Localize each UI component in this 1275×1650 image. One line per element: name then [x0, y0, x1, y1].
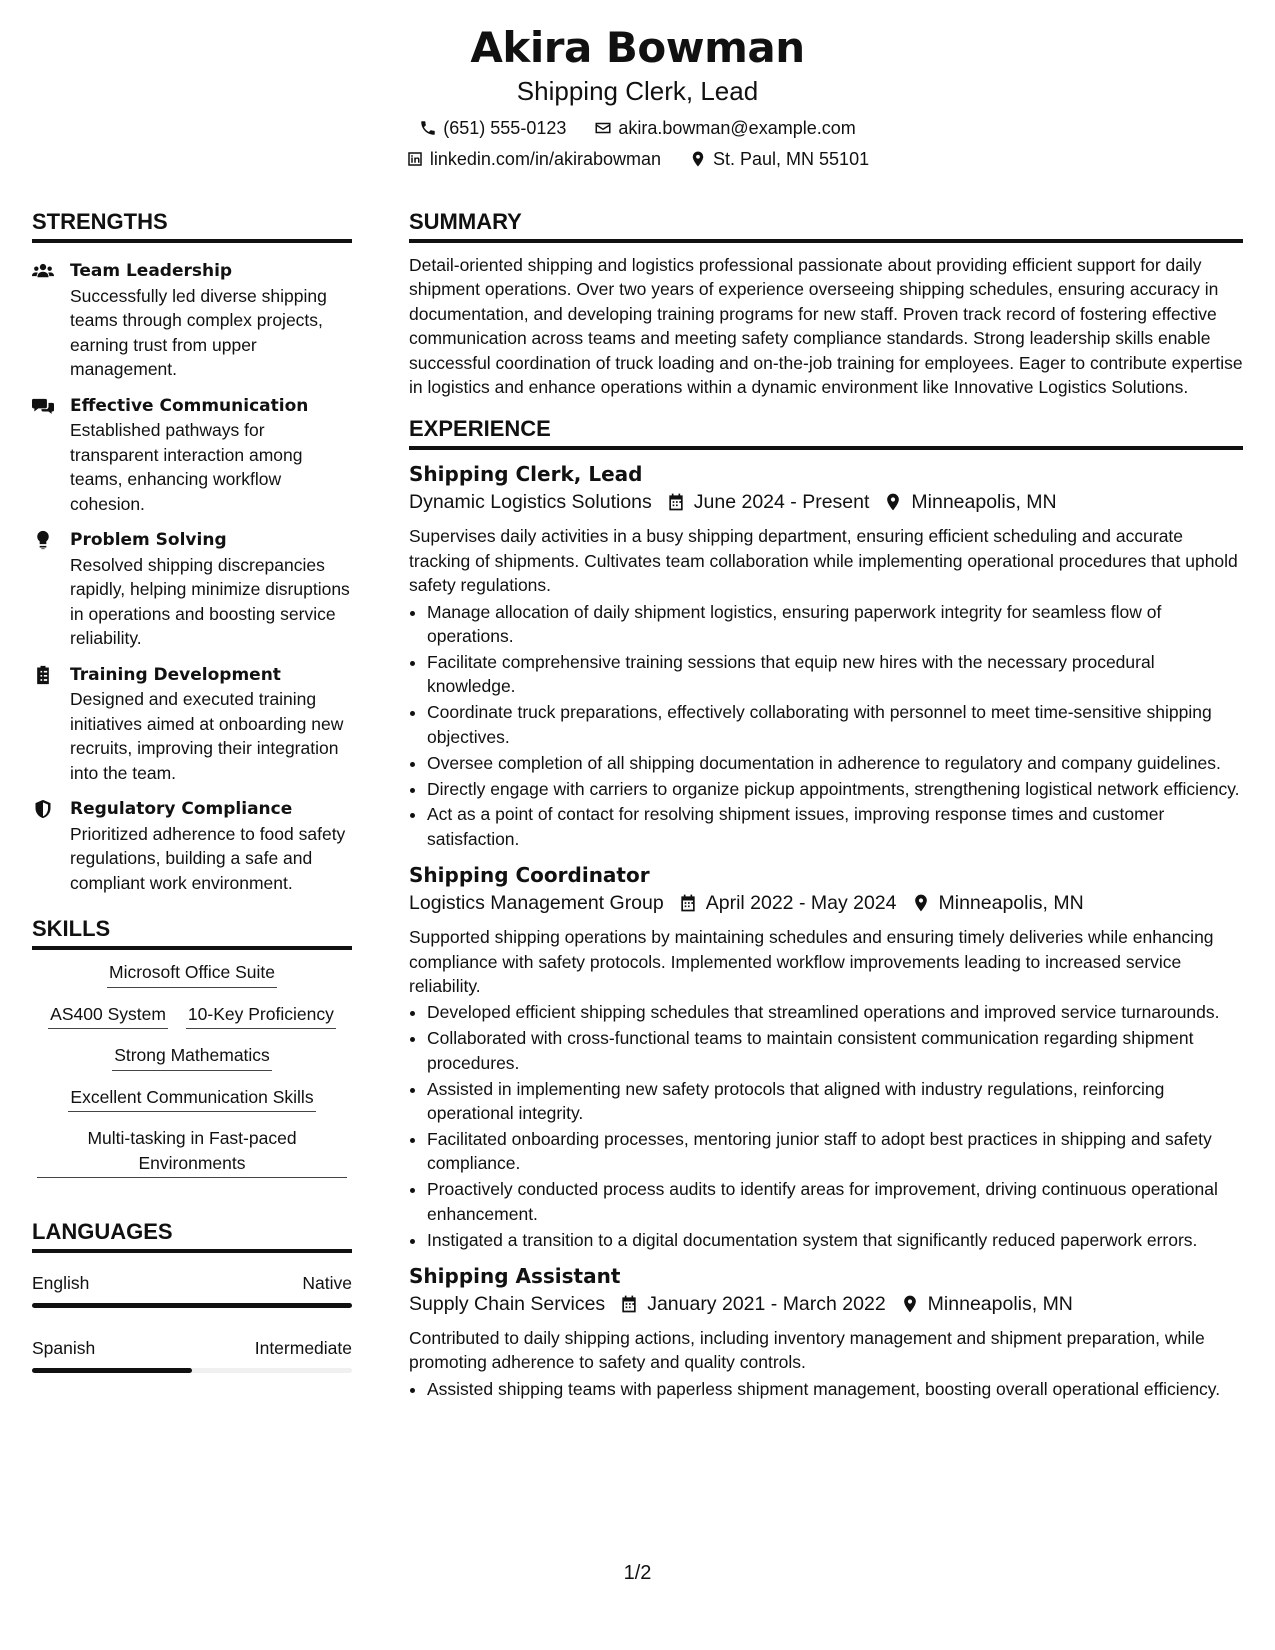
strength-text: Prioritized adherence to food safety regulations, building a safe and compliant work environment. — [70, 823, 346, 893]
job-title: Shipping Coordinator — [409, 863, 650, 888]
job-dates: January 2021 - March 2022 — [647, 1293, 886, 1315]
job-dates: June 2024 - Present — [693, 491, 870, 514]
language-item — [32, 1271, 352, 1308]
job-dates: April 2022 - May 2024 — [705, 892, 897, 915]
shield-icon — [32, 799, 56, 821]
summary-heading: SUMMARY — [409, 208, 1243, 243]
job-description: Supported shipping operations by maintaining schedules and ensuring timely deliveries while enhancing compliance with safety protocols. Implemented workflow improvements leading to increased service reliability. — [409, 927, 1214, 997]
language-proficiency-bar — [32, 1368, 352, 1373]
job-bullet: • Assisted shipping teams with paperless shipment management, boosting overall operational efficiency. — [427, 1377, 1243, 1401]
lightbulb-icon — [32, 530, 56, 552]
linkedin-icon — [406, 150, 424, 168]
job-bullet: • Oversee completion of all shipping documentation in adherence to regulatory and company guidelines. — [427, 751, 1243, 775]
job-bullet: • Collaborated with cross-functional teams to maintain consistent communication regarding shipment procedures. — [427, 1026, 1243, 1075]
job-bullet: • Proactively conducted process audits to identify areas for improvement, driving continuous operational enhancement. — [427, 1177, 1243, 1226]
job-bullet: • Facilitated onboarding processes, mentoring junior staff to adopt best practices in shipping and safety compliance. — [427, 1127, 1243, 1176]
strength-title: Effective Communication — [70, 395, 309, 416]
job-bullets — [409, 1377, 1243, 1401]
phone-contact — [419, 116, 566, 140]
contact-row-2 — [0, 147, 1275, 171]
job-bullet: • Act as a point of contact for resolving shipment issues, improving response times and customer satisfaction. — [427, 802, 1243, 851]
page-number: 1/2 — [623, 1562, 652, 1584]
strengths-heading: STRENGTHS — [32, 208, 352, 243]
location-text: St. Paul, MN 55101 — [713, 149, 870, 169]
job-bullets — [409, 1000, 1243, 1252]
job-location: Minneapolis, MN — [911, 491, 1057, 514]
left-column — [32, 208, 352, 1395]
map-pin-icon — [883, 492, 903, 512]
skills-heading: SKILLS — [32, 915, 352, 950]
job-bullet: • Developed efficient shipping schedules that streamlined operations and improved service turnarounds. — [427, 1000, 1243, 1024]
strength-text: Resolved shipping discrepancies rapidly, helping minimize disruptions in operations and boosting service reliability. — [70, 554, 350, 648]
location-contact — [689, 147, 869, 171]
job-title: Shipping Clerk, Lead — [409, 462, 643, 487]
map-pin-icon — [689, 150, 707, 168]
job-description: Contributed to daily shipping actions, including inventory management and shipment preparation, while promoting adherence to safety and quality controls. — [409, 1328, 1205, 1373]
clipboard-icon — [32, 665, 56, 687]
skills-list — [32, 960, 352, 1178]
job-bullet: • Facilitate comprehensive training sessions that equip new hires with the necessary procedural knowledge. — [427, 650, 1243, 699]
job-bullet: • Coordinate truck preparations, effectively collaborating with personnel to meet time-sensitive shipping objectives. — [427, 700, 1243, 749]
strength-item — [32, 259, 352, 382]
resume-header — [0, 0, 1275, 171]
linkedin-text[interactable]: linkedin.com/in/akirabowman — [429, 149, 661, 169]
strength-item — [32, 663, 352, 786]
job-meta — [409, 1290, 1243, 1318]
strength-item — [32, 797, 352, 895]
language-proficiency-fill — [32, 1368, 192, 1373]
language-item — [32, 1336, 352, 1373]
job-title: Shipping Assistant — [409, 1264, 621, 1288]
skill-tag: 10-Key Proficiency — [186, 1002, 336, 1030]
linkedin-contact[interactable] — [406, 147, 661, 171]
strength-title: Regulatory Compliance — [70, 799, 293, 819]
phone-text: (651) 555-0123 — [443, 118, 567, 138]
job-entry — [409, 460, 1243, 851]
strength-text: Successfully led diverse shipping teams through complex projects, earning trust from upper management. — [70, 285, 327, 379]
calendar-icon — [666, 492, 686, 512]
job-location: Minneapolis, MN — [927, 1293, 1073, 1315]
candidate-name: Akira Bowman — [470, 23, 805, 72]
job-bullet: • Directly engage with carriers to organize pickup appointments, strengthening logistical network efficiency. — [427, 777, 1243, 801]
job-bullets — [409, 600, 1243, 852]
email-contact[interactable] — [594, 116, 855, 140]
skill-tag: Microsoft Office Suite — [107, 960, 277, 988]
candidate-title: Shipping Clerk, Lead — [516, 76, 759, 106]
calendar-icon — [619, 1294, 639, 1314]
map-pin-icon — [900, 1294, 920, 1314]
comments-icon — [32, 396, 56, 418]
language-proficiency-bar — [32, 1303, 352, 1308]
job-meta — [409, 488, 1243, 516]
contact-row-1 — [0, 116, 1275, 140]
language-proficiency-fill — [32, 1303, 352, 1308]
job-description: Supervises daily activities in a busy shipping department, ensuring efficient scheduling and accurate tracking of shipments. Cultivates team collaboration while implementing operational procedures that uphold safety regulations. — [409, 526, 1238, 596]
language-level: Intermediate — [254, 1338, 352, 1358]
job-bullet: • Instigated a transition to a digital documentation system that significantly reduced paperwork errors. — [427, 1228, 1243, 1252]
envelope-icon — [594, 119, 612, 137]
job-location: Minneapolis, MN — [938, 892, 1084, 915]
skill-tag: Excellent Communication Skills — [68, 1085, 315, 1113]
calendar-icon — [678, 893, 698, 913]
strength-item — [32, 528, 352, 651]
language-level: Native — [302, 1273, 352, 1293]
summary-text: Detail-oriented shipping and logistics professional passionate about providing efficient support for daily shipment operations. Over two years of experience overseeing shipping schedules, ensuring accuracy in documentation, and developing training programs for new staff. Proven track record of fostering effective communication across teams and meeting safety compliance standards. Strong leadership skills enable successful coordination of truck loading and on-the-job training for employees. Eager to contribute expertise in logistics and enhance operations within a dynamic environment like Innovative Logistics Solutions. — [409, 255, 1243, 398]
job-bullet: • Assisted in implementing new safety protocols that aligned with industry regulations, reinforcing operational integrity. — [427, 1077, 1243, 1126]
job-entry — [409, 861, 1243, 1252]
skill-tag: Strong Mathematics — [112, 1043, 272, 1071]
job-meta — [409, 889, 1243, 917]
language-name: English — [32, 1273, 90, 1293]
languages-heading: LANGUAGES — [32, 1218, 352, 1253]
map-pin-icon — [911, 893, 931, 913]
email-text[interactable]: akira.bowman@example.com — [618, 118, 856, 138]
skill-tag: AS400 System — [48, 1002, 168, 1030]
phone-icon — [419, 119, 437, 137]
job-bullet: • Manage allocation of daily shipment logistics, ensuring paperwork integrity for seamless flow of operations. — [427, 600, 1243, 649]
right-column — [409, 208, 1243, 1403]
skill-tag: Multi-tasking in Fast-paced Environments — [37, 1126, 347, 1178]
job-company: Supply Chain Services — [409, 1293, 606, 1315]
strength-item — [32, 394, 352, 517]
users-icon — [32, 261, 56, 283]
job-company: Logistics Management Group — [409, 892, 664, 915]
experience-heading: EXPERIENCE — [409, 415, 1243, 450]
job-entry — [409, 1262, 1243, 1401]
job-company: Dynamic Logistics Solutions — [409, 491, 652, 514]
strength-title: Training Development — [70, 664, 281, 685]
strength-title: Problem Solving — [70, 530, 227, 550]
strength-text: Established pathways for transparent interaction among teams, enhancing workflow cohesion. — [70, 420, 303, 514]
strength-title: Team Leadership — [70, 261, 233, 281]
language-name: Spanish — [32, 1338, 96, 1358]
strength-text: Designed and executed training initiatives aimed at onboarding new recruits, improving their integration into the team. — [70, 689, 344, 783]
